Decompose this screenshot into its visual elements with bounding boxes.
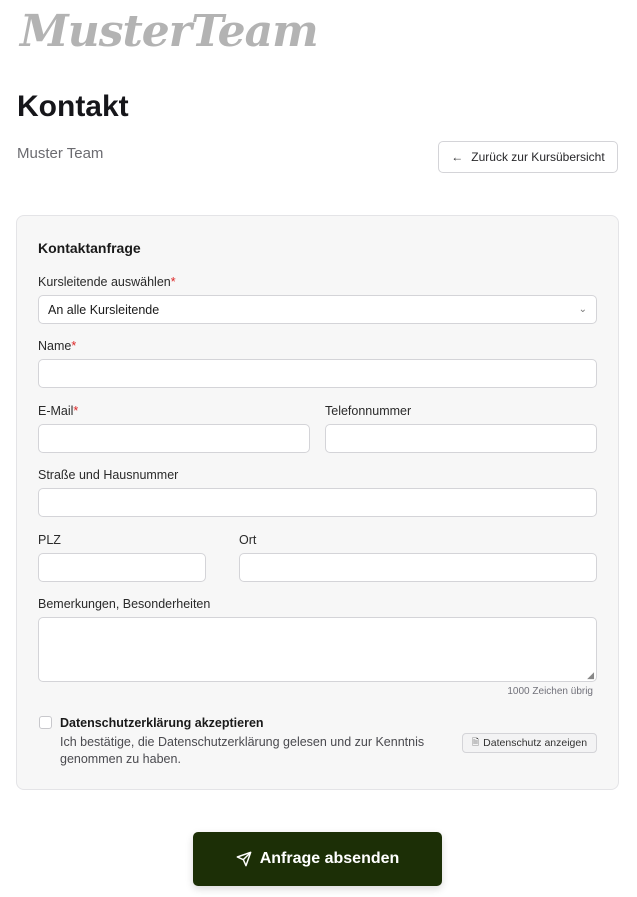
arrow-left-icon: ← [451,150,464,164]
instructor-value: An alle Kursleitende [48,302,160,317]
show-privacy-label: Datenschutz anzeigen [483,737,588,749]
show-privacy-button[interactable] [462,733,597,753]
street-label: Straße und Hausnummer [38,468,179,482]
city-input[interactable] [239,553,597,582]
email-label: E-Mail* [38,404,79,418]
back-button[interactable] [438,141,618,173]
instructor-select[interactable] [38,295,597,324]
document-icon: 🗎 [471,737,480,747]
instructor-label: Kursleitende auswählen* [38,275,176,289]
zip-label: PLZ [38,533,61,547]
privacy-text: Ich bestätige, die Datenschutzerklärung gelesen und zur Kenntnis genommen zu haben. [60,735,425,766]
remarks-textarea[interactable] [38,617,597,682]
chevron-down-icon: ⌄ [578,304,587,315]
street-input[interactable] [38,488,597,517]
remarks-label: Bemerkungen, Besonderheiten [38,597,211,611]
phone-label: Telefonnummer [325,404,412,418]
back-label: Zurück zur Kursübersicht [471,150,605,164]
privacy-title: Datenschutzerklärung akzeptieren [60,716,264,730]
page-subtitle: Muster Team [17,145,104,162]
char-counter: 1000 Zeichen übrig [507,686,593,697]
resize-handle-icon[interactable]: ◢ [587,670,594,680]
city-label: Ort [239,533,257,547]
zip-input[interactable] [38,553,206,582]
form-title: Kontaktanfrage [38,240,141,256]
email-input[interactable] [38,424,310,453]
submit-button[interactable] [193,832,442,886]
submit-label: Anfrage absenden [259,850,400,867]
privacy-checkbox[interactable] [39,716,52,729]
name-input[interactable] [38,359,597,388]
logo: MusterTeam [20,6,318,57]
send-icon [236,851,252,867]
phone-input[interactable] [325,424,597,453]
name-label: Name* [38,339,77,353]
page-title: Kontakt [17,90,129,123]
